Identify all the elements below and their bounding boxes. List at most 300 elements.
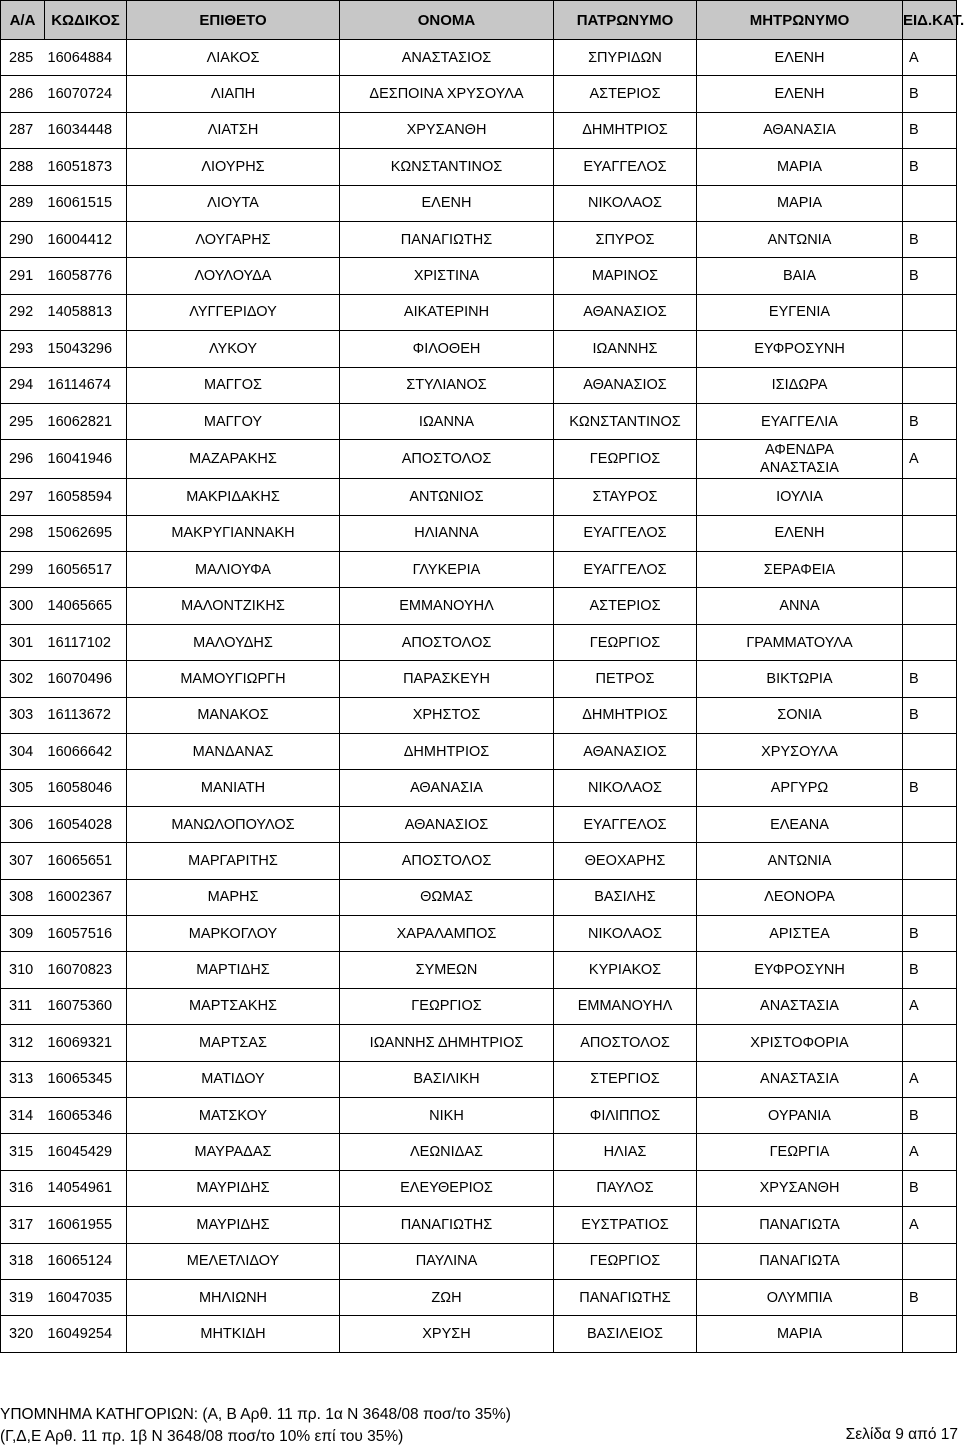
cell-father: ΑΠΟΣΤΟΛΟΣ	[554, 1025, 697, 1061]
cell-name: ΝΙΚΗ	[340, 1097, 554, 1133]
cell-category	[903, 879, 957, 915]
cell-mother: ΠΑΝΑΓΙΩΤΑ	[697, 1243, 903, 1279]
cell-name: ΔΗΜΗΤΡΙΟΣ	[340, 734, 554, 770]
cell-name: ΑΠΟΣΤΟΛΟΣ	[340, 843, 554, 879]
cell-name: ΠΑΡΑΣΚΕΥΗ	[340, 661, 554, 697]
cell-father: ΓΕΩΡΓΙΟΣ	[554, 440, 697, 479]
table-row	[1, 879, 957, 915]
cell-aa: 301	[1, 624, 45, 660]
cell-mother: ΙΣΙΔΩΡΑ	[697, 367, 903, 403]
cell-surname: ΛΥΓΓΕΡΙΔΟΥ	[127, 294, 340, 330]
cell-father: ΜΑΡΙΝΟΣ	[554, 258, 697, 294]
cell-code: 16045429	[45, 1134, 127, 1170]
cell-father: ΝΙΚΟΛΑΟΣ	[554, 915, 697, 951]
cell-aa: 295	[1, 403, 45, 439]
cell-code: 16113672	[45, 697, 127, 733]
table-row	[1, 440, 957, 479]
cell-name: ΣΥΜΕΩΝ	[340, 952, 554, 988]
cell-category	[903, 515, 957, 551]
cell-surname: ΜΗΛΙΩΝΗ	[127, 1279, 340, 1315]
table-row	[1, 1170, 957, 1206]
cell-mother: ΑΝΑΣΤΑΣΙΑ	[697, 1061, 903, 1097]
cell-aa: 287	[1, 112, 45, 148]
cell-category: Β	[903, 112, 957, 148]
cell-code: 16034448	[45, 112, 127, 148]
cell-category: Β	[903, 1170, 957, 1206]
table-row	[1, 331, 957, 367]
cell-surname: ΛΙΑΚΟΣ	[127, 40, 340, 76]
cell-mother: ΠΑΝΑΓΙΩΤΑ	[697, 1207, 903, 1243]
table-row	[1, 988, 957, 1024]
cell-category	[903, 479, 957, 515]
header-row	[1, 1, 957, 40]
cell-name: ΠΑΝΑΓΙΩΤΗΣ	[340, 1207, 554, 1243]
cell-name: ΙΩΑΝΝΑ	[340, 403, 554, 439]
cell-surname: ΜΑΝΑΚΟΣ	[127, 697, 340, 733]
cell-father: ΣΤΑΥΡΟΣ	[554, 479, 697, 515]
cell-surname: ΜΑΜΟΥΓΙΩΡΓΗ	[127, 661, 340, 697]
cell-category: Β	[903, 661, 957, 697]
cell-surname: ΜΑΝΩΛΟΠΟΥΛΟΣ	[127, 806, 340, 842]
cell-name: ΚΩΝΣΤΑΝΤΙΝΟΣ	[340, 149, 554, 185]
cell-name: ΑΝΤΩΝΙΟΣ	[340, 479, 554, 515]
table-row	[1, 843, 957, 879]
cell-code: 14054961	[45, 1170, 127, 1206]
cell-name: ΑΠΟΣΤΟΛΟΣ	[340, 440, 554, 479]
col-header-category: ΕΙΔ.ΚΑΤ.	[903, 1, 957, 40]
cell-name: ΒΑΣΙΛΙΚΗ	[340, 1061, 554, 1097]
cell-aa: 315	[1, 1134, 45, 1170]
table-row	[1, 806, 957, 842]
cell-name: ΕΛΕΥΘΕΡΙΟΣ	[340, 1170, 554, 1206]
cell-category	[903, 843, 957, 879]
cell-father: ΣΠΥΡΙΔΩΝ	[554, 40, 697, 76]
cell-father: ΠΑΥΛΟΣ	[554, 1170, 697, 1206]
cell-mother: ΕΛΕΝΗ	[697, 76, 903, 112]
cell-aa: 294	[1, 367, 45, 403]
cell-category: Β	[903, 149, 957, 185]
cell-category: Β	[903, 1097, 957, 1133]
cell-surname: ΛΥΚΟΥ	[127, 331, 340, 367]
cell-surname: ΜΑΡΚΟΓΛΟΥ	[127, 915, 340, 951]
table-row	[1, 1207, 957, 1243]
cell-aa: 300	[1, 588, 45, 624]
cell-aa: 314	[1, 1097, 45, 1133]
table-row	[1, 1243, 957, 1279]
cell-surname: ΜΑΥΡΑΔΑΣ	[127, 1134, 340, 1170]
cell-aa: 288	[1, 149, 45, 185]
cell-mother: ΑΝΤΩΝΙΑ	[697, 221, 903, 257]
table-row	[1, 1025, 957, 1061]
cell-father: ΓΕΩΡΓΙΟΣ	[554, 624, 697, 660]
table-row	[1, 76, 957, 112]
cell-code: 14058813	[45, 294, 127, 330]
cell-surname: ΜΑΥΡΙΔΗΣ	[127, 1207, 340, 1243]
cell-father: ΘΕΟΧΑΡΗΣ	[554, 843, 697, 879]
cell-aa: 298	[1, 515, 45, 551]
cell-mother: ΧΡΙΣΤΟΦΟΡΙΑ	[697, 1025, 903, 1061]
table-row	[1, 403, 957, 439]
cell-mother: ΒΑΙΑ	[697, 258, 903, 294]
cell-code: 16114674	[45, 367, 127, 403]
table-row	[1, 734, 957, 770]
cell-surname: ΜΑΝΔΑΝΑΣ	[127, 734, 340, 770]
cell-code: 14065665	[45, 588, 127, 624]
cell-aa: 317	[1, 1207, 45, 1243]
cell-aa: 285	[1, 40, 45, 76]
cell-mother: ΕΛΕΑΝΑ	[697, 806, 903, 842]
cell-name: ΠΑΥΛΙΝΑ	[340, 1243, 554, 1279]
cell-mother: ΓΕΩΡΓΙΑ	[697, 1134, 903, 1170]
cell-surname: ΜΑΥΡΙΔΗΣ	[127, 1170, 340, 1206]
cell-category: Β	[903, 76, 957, 112]
cell-aa: 303	[1, 697, 45, 733]
cell-name: ΧΡΗΣΤΟΣ	[340, 697, 554, 733]
cell-father: ΙΩΑΝΝΗΣ	[554, 331, 697, 367]
cell-name: ΧΡΥΣΗ	[340, 1316, 554, 1352]
table-row	[1, 149, 957, 185]
cell-code: 16070496	[45, 661, 127, 697]
cell-mother: ΑΝΑΣΤΑΣΙΑ	[697, 988, 903, 1024]
cell-aa: 299	[1, 552, 45, 588]
cell-code: 16065124	[45, 1243, 127, 1279]
cell-mother: ΣΕΡΑΦΕΙΑ	[697, 552, 903, 588]
cell-aa: 313	[1, 1061, 45, 1097]
cell-father: ΒΑΣΙΛΗΣ	[554, 879, 697, 915]
cell-surname: ΜΑΛΟΥΔΗΣ	[127, 624, 340, 660]
cell-surname: ΜΑΡΤΙΔΗΣ	[127, 952, 340, 988]
cell-father: ΔΗΜΗΤΡΙΟΣ	[554, 697, 697, 733]
cell-aa: 312	[1, 1025, 45, 1061]
cell-father: ΝΙΚΟΛΑΟΣ	[554, 770, 697, 806]
cell-mother: ΑΘΑΝΑΣΙΑ	[697, 112, 903, 148]
cell-code: 16002367	[45, 879, 127, 915]
col-header-name: ΟΝΟΜΑ	[340, 1, 554, 40]
table-row	[1, 1316, 957, 1352]
cell-name: ΠΑΝΑΓΙΩΤΗΣ	[340, 221, 554, 257]
cell-father: ΦΙΛΙΠΠΟΣ	[554, 1097, 697, 1133]
cell-category: Β	[903, 770, 957, 806]
cell-mother-line1: ΑΦΕΝΔΡΑ	[765, 442, 834, 459]
cell-mother: ΑΡΙΣΤΕΑ	[697, 915, 903, 951]
cell-father: ΕΥΑΓΓΕΛΟΣ	[554, 149, 697, 185]
cell-code: 16058046	[45, 770, 127, 806]
cell-name: ΦΙΛΟΘΕΗ	[340, 331, 554, 367]
cell-aa: 293	[1, 331, 45, 367]
cell-category	[903, 331, 957, 367]
table-row	[1, 40, 957, 76]
cell-mother: ΟΥΡΑΝΙΑ	[697, 1097, 903, 1133]
cell-surname: ΜΑΓΓΟΣ	[127, 367, 340, 403]
cell-mother: ΟΛΥΜΠΙΑ	[697, 1279, 903, 1315]
cell-aa: 319	[1, 1279, 45, 1315]
page-number: Σελίδα 9 από 17	[845, 1426, 958, 1443]
cell-aa: 306	[1, 806, 45, 842]
cell-father: ΕΥΣΤΡΑΤΙΟΣ	[554, 1207, 697, 1243]
cell-father: ΚΥΡΙΑΚΟΣ	[554, 952, 697, 988]
cell-aa: 302	[1, 661, 45, 697]
cell-surname: ΛΟΥΛΟΥΔΑ	[127, 258, 340, 294]
cell-father: ΠΑΝΑΓΙΩΤΗΣ	[554, 1279, 697, 1315]
cell-category	[903, 1243, 957, 1279]
cell-name: ΘΩΜΑΣ	[340, 879, 554, 915]
cell-name: ΛΕΩΝΙΔΑΣ	[340, 1134, 554, 1170]
cell-aa: 296	[1, 440, 45, 479]
cell-name: ΑΘΑΝΑΣΙΟΣ	[340, 806, 554, 842]
cell-category: Β	[903, 1279, 957, 1315]
cell-aa: 289	[1, 185, 45, 221]
col-header-aa: Α/Α	[1, 1, 45, 40]
cell-category	[903, 624, 957, 660]
cell-father: ΣΠΥΡΟΣ	[554, 221, 697, 257]
cell-surname: ΛΙΟΥΤΑ	[127, 185, 340, 221]
cell-name: ΖΩΗ	[340, 1279, 554, 1315]
cell-mother: ΜΑΡΙΑ	[697, 185, 903, 221]
cell-mother: ΧΡΥΣΑΝΘΗ	[697, 1170, 903, 1206]
cell-aa: 308	[1, 879, 45, 915]
cell-code: 16075360	[45, 988, 127, 1024]
table-row	[1, 661, 957, 697]
cell-category: Β	[903, 952, 957, 988]
cell-aa: 291	[1, 258, 45, 294]
cell-mother: ΑΝΝΑ	[697, 588, 903, 624]
table-row	[1, 552, 957, 588]
cell-surname: ΜΑΡΓΑΡΙΤΗΣ	[127, 843, 340, 879]
col-header-code: ΚΩΔΙΚΟΣ	[45, 1, 127, 40]
cell-category: Α	[903, 988, 957, 1024]
cell-aa: 311	[1, 988, 45, 1024]
table-row	[1, 479, 957, 515]
cell-name: ΧΑΡΑΛΑΜΠΟΣ	[340, 915, 554, 951]
cell-category	[903, 367, 957, 403]
cell-name: ΕΜΜΑΝΟΥΗΛ	[340, 588, 554, 624]
table-row	[1, 112, 957, 148]
cell-father: ΑΣΤΕΡΙΟΣ	[554, 588, 697, 624]
cell-name: ΓΛΥΚΕΡΙΑ	[340, 552, 554, 588]
table-row	[1, 952, 957, 988]
cell-code: 16004412	[45, 221, 127, 257]
cell-aa: 309	[1, 915, 45, 951]
cell-name: ΔΕΣΠΟΙΝΑ ΧΡΥΣΟΥΛΑ	[340, 76, 554, 112]
cell-mother: ΑΝΤΩΝΙΑ	[697, 843, 903, 879]
cell-aa: 290	[1, 221, 45, 257]
col-header-surname: ΕΠΙΘΕΤΟ	[127, 1, 340, 40]
cell-category: Β	[903, 915, 957, 951]
cell-mother: ΕΥΑΓΓΕΛΙΑ	[697, 403, 903, 439]
cell-code: 16061955	[45, 1207, 127, 1243]
cell-code: 16064884	[45, 40, 127, 76]
cell-mother: ΒΙΚΤΩΡΙΑ	[697, 661, 903, 697]
cell-mother: ΛΕΟΝΟΡΑ	[697, 879, 903, 915]
table-row	[1, 588, 957, 624]
cell-mother: ΕΥΓΕΝΙΑ	[697, 294, 903, 330]
cell-mother: ΑΡΓΥΡΩ	[697, 770, 903, 806]
cell-mother: ΓΡΑΜΜΑΤΟΥΛΑ	[697, 624, 903, 660]
cell-code: 16070724	[45, 76, 127, 112]
cell-code: 16051873	[45, 149, 127, 185]
cell-name: ΑΠΟΣΤΟΛΟΣ	[340, 624, 554, 660]
cell-code: 16058594	[45, 479, 127, 515]
cell-father: ΕΥΑΓΓΕΛΟΣ	[554, 806, 697, 842]
table-body	[1, 40, 957, 1353]
cell-surname: ΜΕΛΕΤΛΙΔΟΥ	[127, 1243, 340, 1279]
cell-name: ΗΛΙΑΝΝΑ	[340, 515, 554, 551]
cell-code: 16058776	[45, 258, 127, 294]
cell-surname: ΜΑΓΓΟΥ	[127, 403, 340, 439]
cell-category	[903, 588, 957, 624]
cell-surname: ΛΙΟΥΡΗΣ	[127, 149, 340, 185]
cell-category	[903, 185, 957, 221]
cell-mother: ΕΛΕΝΗ	[697, 40, 903, 76]
table-row	[1, 221, 957, 257]
cell-surname: ΛΙΑΤΣΗ	[127, 112, 340, 148]
cell-father: ΑΘΑΝΑΣΙΟΣ	[554, 294, 697, 330]
cell-aa: 307	[1, 843, 45, 879]
table-row	[1, 1279, 957, 1315]
cell-surname: ΜΑΝΙΑΤΗ	[127, 770, 340, 806]
cell-aa: 292	[1, 294, 45, 330]
cell-category: Β	[903, 221, 957, 257]
cell-mother: ΣΟΝΙΑ	[697, 697, 903, 733]
cell-aa: 316	[1, 1170, 45, 1206]
cell-code: 15043296	[45, 331, 127, 367]
cell-category: Β	[903, 697, 957, 733]
cell-name: ΕΛΕΝΗ	[340, 185, 554, 221]
cell-mother: ΜΑΡΙΑ	[697, 1316, 903, 1352]
cell-surname: ΜΑΛΙΟΥΦΑ	[127, 552, 340, 588]
cell-category: Α	[903, 1061, 957, 1097]
cell-code: 16049254	[45, 1316, 127, 1352]
table-row	[1, 1134, 957, 1170]
cell-code: 16062821	[45, 403, 127, 439]
cell-code: 16069321	[45, 1025, 127, 1061]
col-header-mother: ΜΗΤΡΩΝΥΜΟ	[697, 1, 903, 40]
cell-surname: ΜΑΚΡΥΓΙΑΝΝΑΚΗ	[127, 515, 340, 551]
cell-aa: 318	[1, 1243, 45, 1279]
cell-code: 16061515	[45, 185, 127, 221]
cell-name: ΣΤΥΛΙΑΝΟΣ	[340, 367, 554, 403]
cell-mother-line2: ΑΝΑΣΤΑΣΙΑ	[760, 460, 839, 477]
cell-father: ΕΥΑΓΓΕΛΟΣ	[554, 552, 697, 588]
cell-surname: ΜΑΡΗΣ	[127, 879, 340, 915]
table-row	[1, 697, 957, 733]
table-row	[1, 515, 957, 551]
cell-category	[903, 1025, 957, 1061]
cell-father: ΒΑΣΙΛΕΙΟΣ	[554, 1316, 697, 1352]
cell-mother: ΧΡΥΣΟΥΛΑ	[697, 734, 903, 770]
table-row	[1, 1097, 957, 1133]
cell-surname: ΜΑΚΡΙΔΑΚΗΣ	[127, 479, 340, 515]
cell-category: Α	[903, 1207, 957, 1243]
cell-surname: ΜΑΡΤΣΑΚΗΣ	[127, 988, 340, 1024]
cell-aa: 304	[1, 734, 45, 770]
cell-category: Α	[903, 1134, 957, 1170]
cell-name: ΑΙΚΑΤΕΡΙΝΗ	[340, 294, 554, 330]
cell-name: ΑΘΑΝΑΣΙΑ	[340, 770, 554, 806]
cell-aa: 305	[1, 770, 45, 806]
cell-father: ΑΘΑΝΑΣΙΟΣ	[554, 734, 697, 770]
cell-father: ΑΣΤΕΡΙΟΣ	[554, 76, 697, 112]
cell-category	[903, 1316, 957, 1352]
category-legend-line2: (Γ,Δ,Ε Αρθ. 11 πρ. 1β Ν 3648/08 ποσ/το 10% επί του 35%)	[0, 1428, 404, 1445]
cell-name: ΧΡΙΣΤΙΝΑ	[340, 258, 554, 294]
cell-father: ΑΘΑΝΑΣΙΟΣ	[554, 367, 697, 403]
table-row	[1, 1061, 957, 1097]
cell-code: 16070823	[45, 952, 127, 988]
cell-category: Α	[903, 440, 957, 479]
cell-father: ΔΗΜΗΤΡΙΟΣ	[554, 112, 697, 148]
cell-category: Β	[903, 258, 957, 294]
cell-category	[903, 734, 957, 770]
cell-mother: ΜΑΡΙΑ	[697, 149, 903, 185]
cell-aa: 320	[1, 1316, 45, 1352]
cell-father: ΓΕΩΡΓΙΟΣ	[554, 1243, 697, 1279]
cell-father: ΗΛΙΑΣ	[554, 1134, 697, 1170]
category-legend-line1: ΥΠΟΜΝΗΜΑ ΚΑΤΗΓΟΡΙΩΝ: (Α, Β Αρθ. 11 πρ. 1α Ν 3648/08 ποσ/το 35%)	[0, 1406, 511, 1423]
cell-name: ΓΕΩΡΓΙΟΣ	[340, 988, 554, 1024]
cell-surname: ΜΑΖΑΡΑΚΗΣ	[127, 440, 340, 479]
cell-father: ΚΩΝΣΤΑΝΤΙΝΟΣ	[554, 403, 697, 439]
table-row	[1, 258, 957, 294]
cell-father: ΠΕΤΡΟΣ	[554, 661, 697, 697]
table-row	[1, 770, 957, 806]
cell-surname: ΜΑΡΤΣΑΣ	[127, 1025, 340, 1061]
cell-mother: ΕΥΦΡΟΣΥΝΗ	[697, 952, 903, 988]
cell-category	[903, 294, 957, 330]
cell-father: ΕΜΜΑΝΟΥΗΛ	[554, 988, 697, 1024]
cell-surname: ΛΙΑΠΗ	[127, 76, 340, 112]
cell-code: 16065346	[45, 1097, 127, 1133]
cell-code: 16047035	[45, 1279, 127, 1315]
cell-code: 16054028	[45, 806, 127, 842]
cell-father: ΣΤΕΡΓΙΟΣ	[554, 1061, 697, 1097]
cell-category	[903, 806, 957, 842]
table-row	[1, 624, 957, 660]
cell-category: Α	[903, 40, 957, 76]
cell-code: 16117102	[45, 624, 127, 660]
cell-aa: 297	[1, 479, 45, 515]
table-row	[1, 185, 957, 221]
cell-name: ΧΡΥΣΑΝΘΗ	[340, 112, 554, 148]
cell-name: ΑΝΑΣΤΑΣΙΟΣ	[340, 40, 554, 76]
col-header-father: ΠΑΤΡΩΝΥΜΟ	[554, 1, 697, 40]
cell-code: 16041946	[45, 440, 127, 479]
cell-surname: ΜΑΤΙΔΟΥ	[127, 1061, 340, 1097]
cell-mother: ΕΥΦΡΟΣΥΝΗ	[697, 331, 903, 367]
cell-code: 16065345	[45, 1061, 127, 1097]
cell-code: 16056517	[45, 552, 127, 588]
cell-category: Β	[903, 403, 957, 439]
cell-code: 16065651	[45, 843, 127, 879]
cell-name: ΙΩΑΝΝΗΣ ΔΗΜΗΤΡΙΟΣ	[340, 1025, 554, 1061]
cell-surname: ΜΗΤΚΙΔΗ	[127, 1316, 340, 1352]
table-row	[1, 915, 957, 951]
cell-code: 16066642	[45, 734, 127, 770]
cell-aa: 286	[1, 76, 45, 112]
cell-code: 16057516	[45, 915, 127, 951]
cell-surname: ΛΟΥΓΑΡΗΣ	[127, 221, 340, 257]
cell-surname: ΜΑΛΟΝΤΖΙΚΗΣ	[127, 588, 340, 624]
table-row	[1, 294, 957, 330]
cell-surname: ΜΑΤΣΚΟΥ	[127, 1097, 340, 1133]
cell-father: ΝΙΚΟΛΑΟΣ	[554, 185, 697, 221]
cell-aa: 310	[1, 952, 45, 988]
cell-code: 15062695	[45, 515, 127, 551]
cell-mother	[697, 440, 903, 479]
cell-category	[903, 552, 957, 588]
cell-mother: ΕΛΕΝΗ	[697, 515, 903, 551]
cell-father: ΕΥΑΓΓΕΛΟΣ	[554, 515, 697, 551]
